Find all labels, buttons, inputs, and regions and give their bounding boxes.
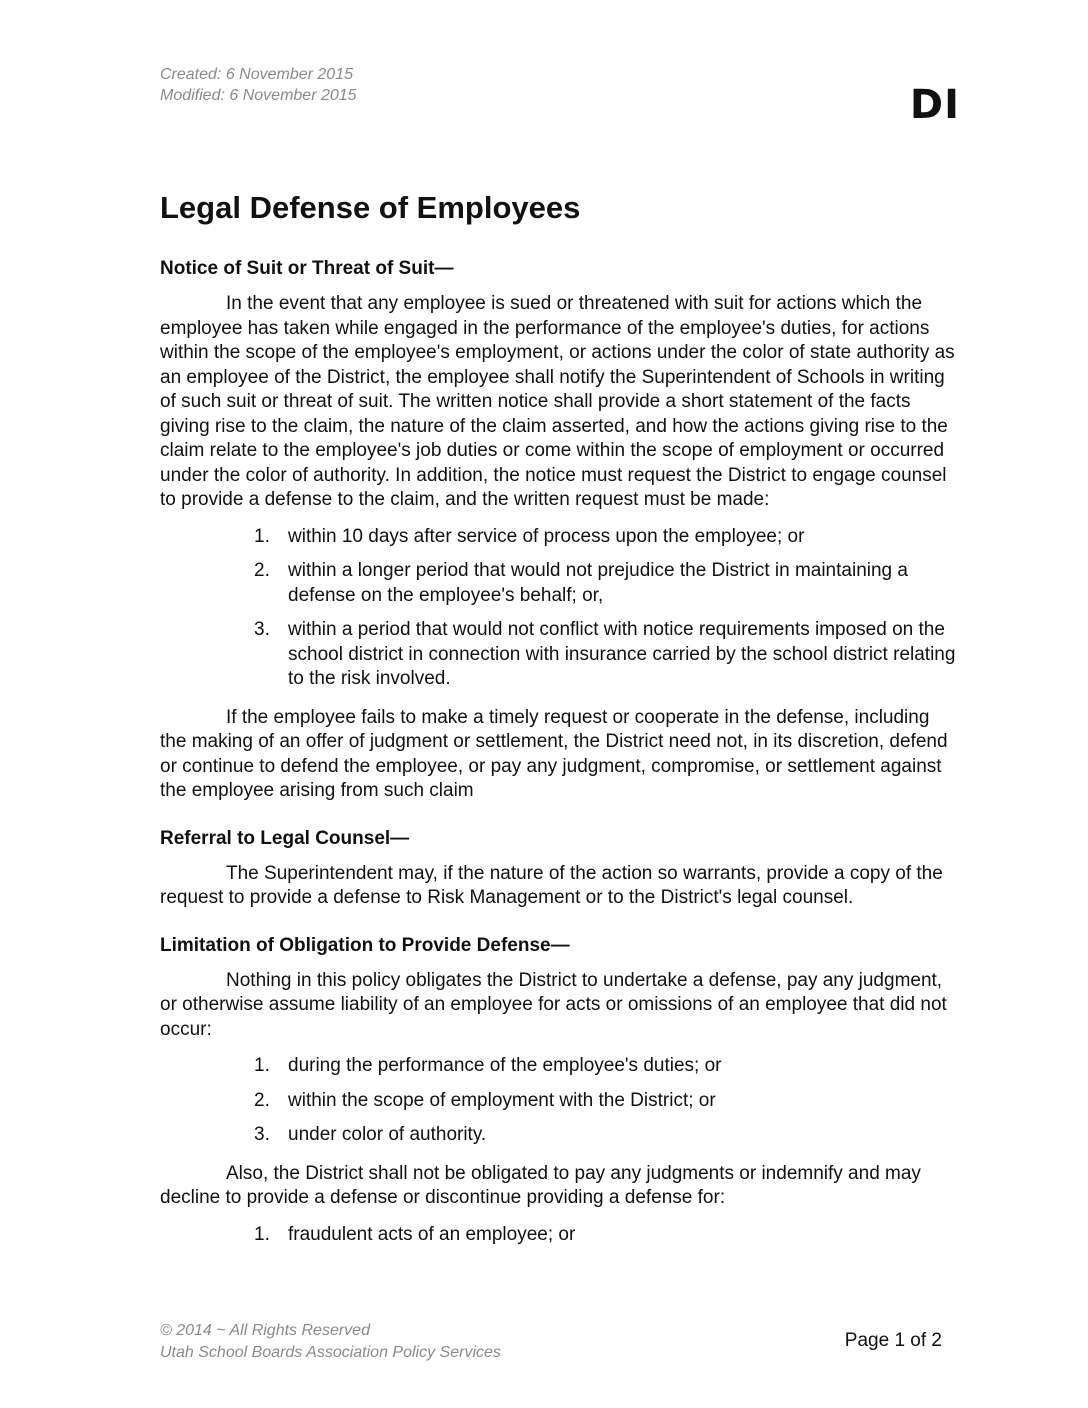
- list-item-text: under color of authority.: [288, 1124, 487, 1145]
- list-item: [254, 1223, 960, 1248]
- paragraph: Nothing in this policy obligates the District to undertake a defense, pay any judgment, or otherwise assume liability of an employee for acts or omissions of an employee that did not occur:: [160, 969, 947, 1040]
- policy-code: DI: [909, 82, 960, 128]
- copyright-notice: © 2014 ~ All Rights Reserved: [160, 1322, 370, 1339]
- list-item-text: fraudulent acts of an employee; or: [288, 1223, 576, 1245]
- section-limitation-of-obligation: [160, 933, 960, 1248]
- document-body: [160, 188, 960, 1269]
- section-heading: Limitation of Obligation to Provide Defense—: [160, 934, 570, 956]
- list-item: [254, 618, 960, 692]
- section-notice-of-suit: [160, 256, 960, 804]
- list-number: 3.: [254, 619, 270, 640]
- list-item-text: within a longer period that would not prejudice the District in maintaining a defense on the employee's behalf; or,: [288, 560, 908, 606]
- list-number: 2.: [254, 1089, 270, 1111]
- numbered-list: [160, 1054, 960, 1148]
- list-number: 1.: [254, 1055, 270, 1076]
- paragraph: If the employee fails to make a timely request or cooperate in the defense, including the making of an offer of judgment or settlement, the District need not, in its discretion, defend or continue to defend the employee, or pay any judgment, compromise, or settlement against the employee arising from such claim: [160, 706, 948, 801]
- list-number: 1.: [254, 525, 270, 547]
- list-item: [254, 1089, 960, 1114]
- page-footer: [160, 1320, 501, 1364]
- list-item: [254, 1054, 960, 1079]
- list-number: 2.: [254, 560, 270, 581]
- list-number: 1.: [254, 1223, 270, 1245]
- numbered-list: [160, 525, 960, 692]
- modified-date: Modified: 6 November 2015: [160, 87, 357, 104]
- organization-name: Utah School Boards Association Policy Services: [160, 1344, 501, 1361]
- paragraph: In the event that any employee is sued or threatened with suit for actions which the employee has taken while engaged in the performance of the employee's duties, for actions within the scope of the employee's employment, or actions under the color of state authority as an employee of the District, the employee shall notify the Superintendent of Schools in writing of such suit or threat of suit. The written notice shall provide a short statement of the facts giving rise to the claim, the nature of the claim asserted, and how the actions giving rise to the claim relate to the employee's job duties or come within the scope of employment or occurred under the color of authority. In addition, the notice must request the District to engage counsel to provide a defense to the claim, and the written request must be made:: [160, 293, 955, 510]
- document-metadata: [160, 64, 357, 106]
- list-item-text: within 10 days after service of process upon the employee; or: [288, 525, 805, 547]
- list-number: 3.: [254, 1124, 270, 1145]
- paragraph: The Superintendent may, if the nature of the action so warrants, provide a copy of the request to provide a defense to Risk Management or to the District's legal counsel.: [160, 862, 943, 908]
- list-item: [254, 559, 960, 608]
- numbered-list: [160, 1223, 960, 1248]
- list-item: [254, 1123, 960, 1148]
- document-title: Legal Defense of Employees: [160, 190, 581, 225]
- created-date: Created: 6 November 2015: [160, 66, 353, 83]
- section-referral-to-legal-counsel: [160, 826, 960, 911]
- paragraph: Also, the District shall not be obligated to pay any judgments or indemnify and may decline to provide a defense or discontinue providing a defense for:: [160, 1162, 921, 1208]
- list-item-text: within a period that would not conflict with notice requirements imposed on the school district in connection with insurance carried by the school district relating to the risk involved.: [288, 619, 956, 689]
- list-item-text: within the scope of employment with the District; or: [288, 1089, 716, 1111]
- page-number: Page 1 of 2: [844, 1330, 942, 1351]
- section-heading: Referral to Legal Counsel—: [160, 827, 410, 849]
- list-item-text: during the performance of the employee's duties; or: [288, 1055, 722, 1076]
- list-item: [254, 525, 960, 550]
- section-heading: Notice of Suit or Threat of Suit—: [160, 258, 454, 279]
